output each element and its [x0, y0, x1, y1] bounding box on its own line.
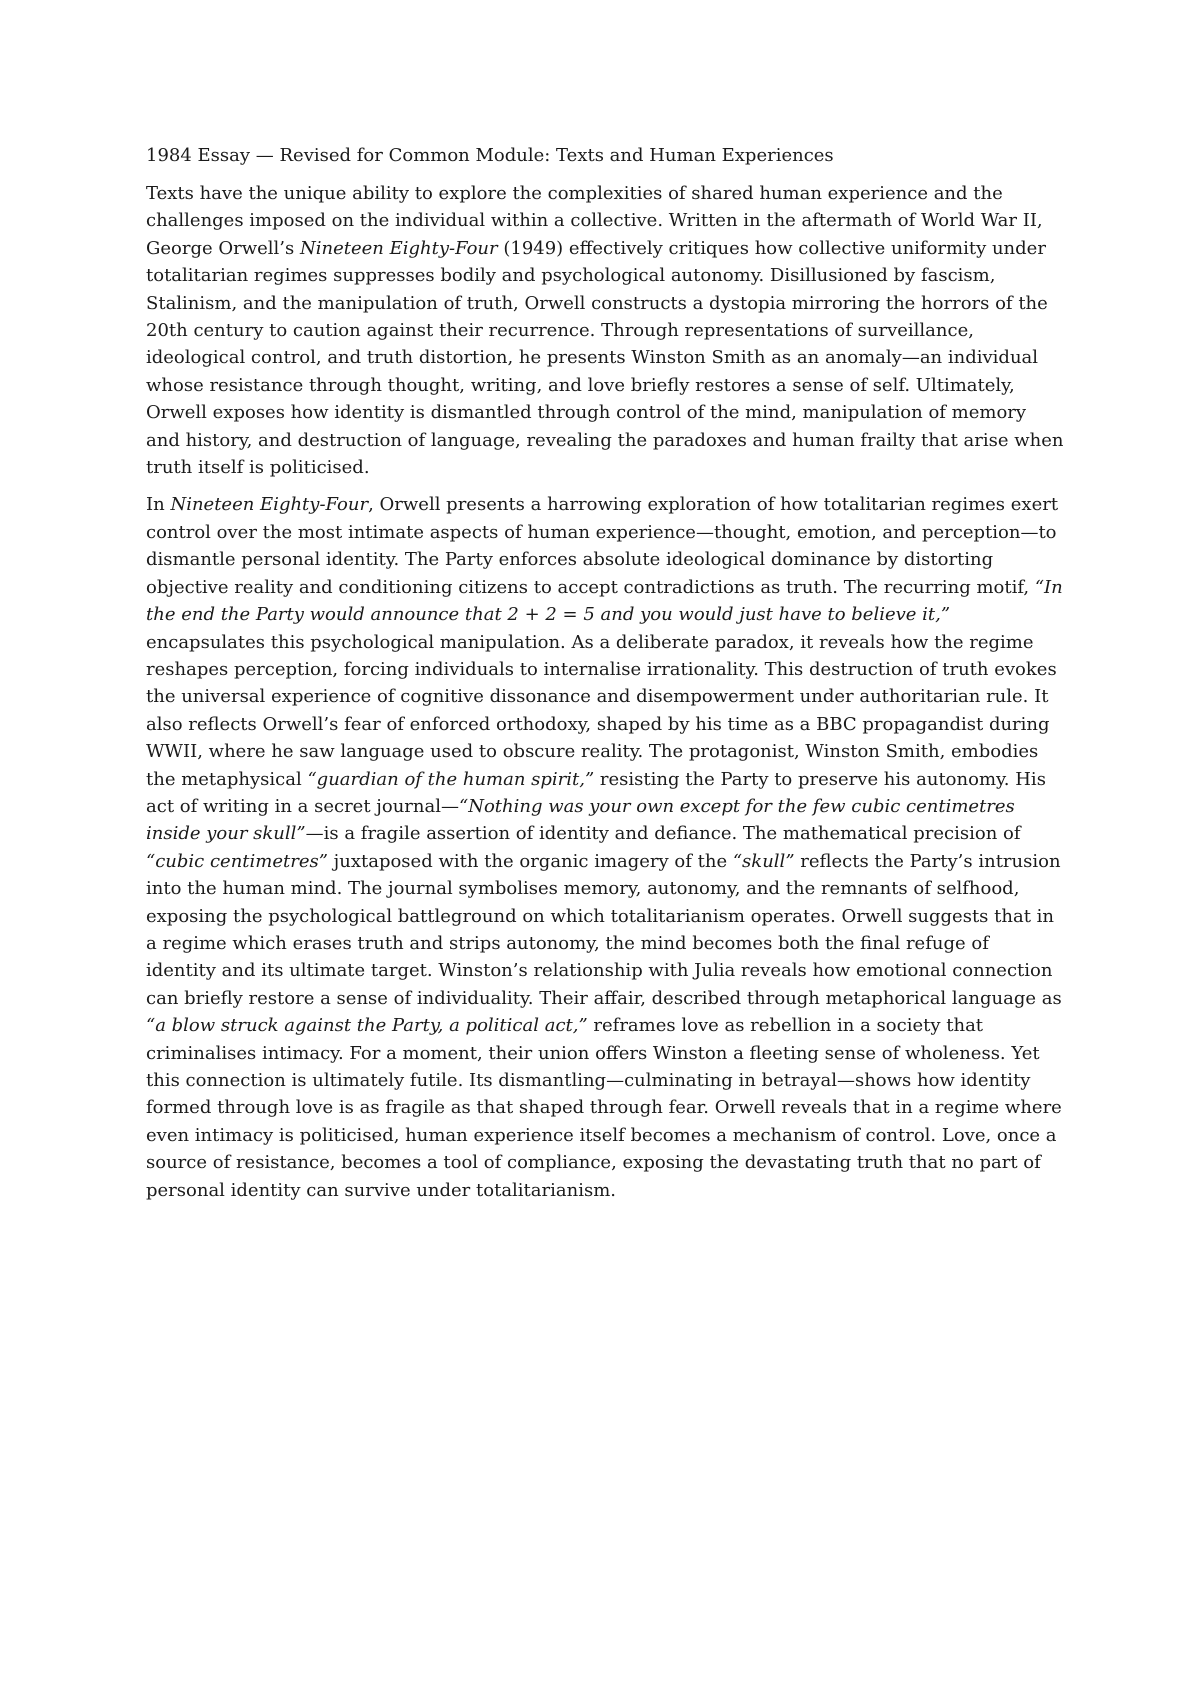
text-run: (1949) effectively critiques how collective uniformity under totalitarian regimes suppresses bodily and psychological autonomy. Disillusioned by fascism, Stalinism, and the manipulation of truth, Orwell constructs a dystopia mirroring the horrors of the 20th century to caution against their recurrence. Through representations of surveillance, ideological control, and truth distortion, he presents Winston Smith as an anomaly—an individual whose resistance through thought, writing, and love briefly restores a sense of self. Ultimately, Orwell exposes how identity is dismantled through control of the mind, manipulation of memory and history, and destruction of language, revealing the paradoxes and human frailty that arise when truth itself is politicised. — [146, 237, 1064, 479]
document-body — [146, 142, 1064, 1214]
text-run: reframes love as rebellion in a society that criminalises intimacy. For a moment, their union offers Winston a fleeting sense of wholeness. Yet this connection is ultimately futile. Its dismantling—culminating in betrayal—shows how identity formed through love is as fragile as that shaped through fear. Orwell reveals that in a regime where even intimacy is politicised, human experience itself becomes a mechanism of control. Love, once a source of resistance, becomes a tool of compliance, exposing the devastating truth that no part of personal identity can survive under totalitarianism. — [146, 1015, 1062, 1201]
quote-italic: “guardian of the human spirit,” — [307, 768, 595, 790]
quote-italic: “In the end the Party would announce that 2 + 2 = 5 and you would just have to believe it,” — [146, 576, 1063, 626]
quote-italic: “a blow struck against the Party, a political act,” — [146, 1015, 588, 1037]
text-run: Texts have the unique ability to explore the complexities of shared human experience and the challenges imposed on the individual within a collective. Written in the aftermath of World War II, George Orwell’s — [146, 183, 1043, 259]
book-title-italic: Nineteen Eighty-Four — [299, 237, 498, 259]
quote-italic: “Nothing was your own except for the few cubic centimetres inside your skull” — [146, 795, 1015, 845]
paragraph-body — [146, 491, 1064, 1204]
text-run: encapsulates this psychological manipulation. As a deliberate paradox, it reveals how the regime reshapes perception, forcing individuals to internalise irrationality. This destruction of truth evokes the universal experience of cognitive dissonance and disempowerment under authoritarian rule. It also reflects Orwell’s fear of enforced orthodoxy, shaped by his time as a BBC propagandist during WWII, where he saw language used to obscure reality. The protagonist, Winston Smith, embodies the metaphysical — [146, 631, 1057, 790]
text-run: In — [146, 494, 171, 516]
text-run: resisting the Party to preserve his autonomy. His act of writing in a secret journal— — [146, 768, 1046, 817]
quote-italic: “cubic centimetres” — [146, 850, 328, 872]
text-run: —is a fragile assertion of identity and defiance. The mathematical precision of — [305, 823, 1021, 845]
quote-italic: “skull” — [732, 850, 795, 872]
paragraph-introduction — [146, 180, 1064, 481]
text-run: reflects the Party’s intrusion into the human mind. The journal symbolises memory, autonomy, and the remnants of selfhood, exposing the psychological battleground on which totalitarianism operates. Orwell suggests that in a regime which erases truth and strips autonomy, the mind becomes both the final refuge of identity and its ultimate target. Winston’s relationship with Julia reveals how emotional connection can briefly restore a sense of individuality. Their affair, described through metaphorical language as — [146, 850, 1062, 1009]
document-title: 1984 Essay — Revised for Common Module: Texts and Human Experiences — [146, 145, 834, 166]
text-run: juxtaposed with the organic imagery of the — [327, 850, 733, 872]
text-run: , Orwell presents a harrowing exploration of how totalitarian regimes exert control over the most intimate aspects of human experience—thought, emotion, and perception—to dismantle personal identity. The Party enforces absolute ideological dominance by distorting objective reality and conditioning citizens to accept contradictions as truth. The recurring motif, — [146, 494, 1059, 598]
book-title-italic: Nineteen Eighty-Four — [170, 494, 369, 516]
